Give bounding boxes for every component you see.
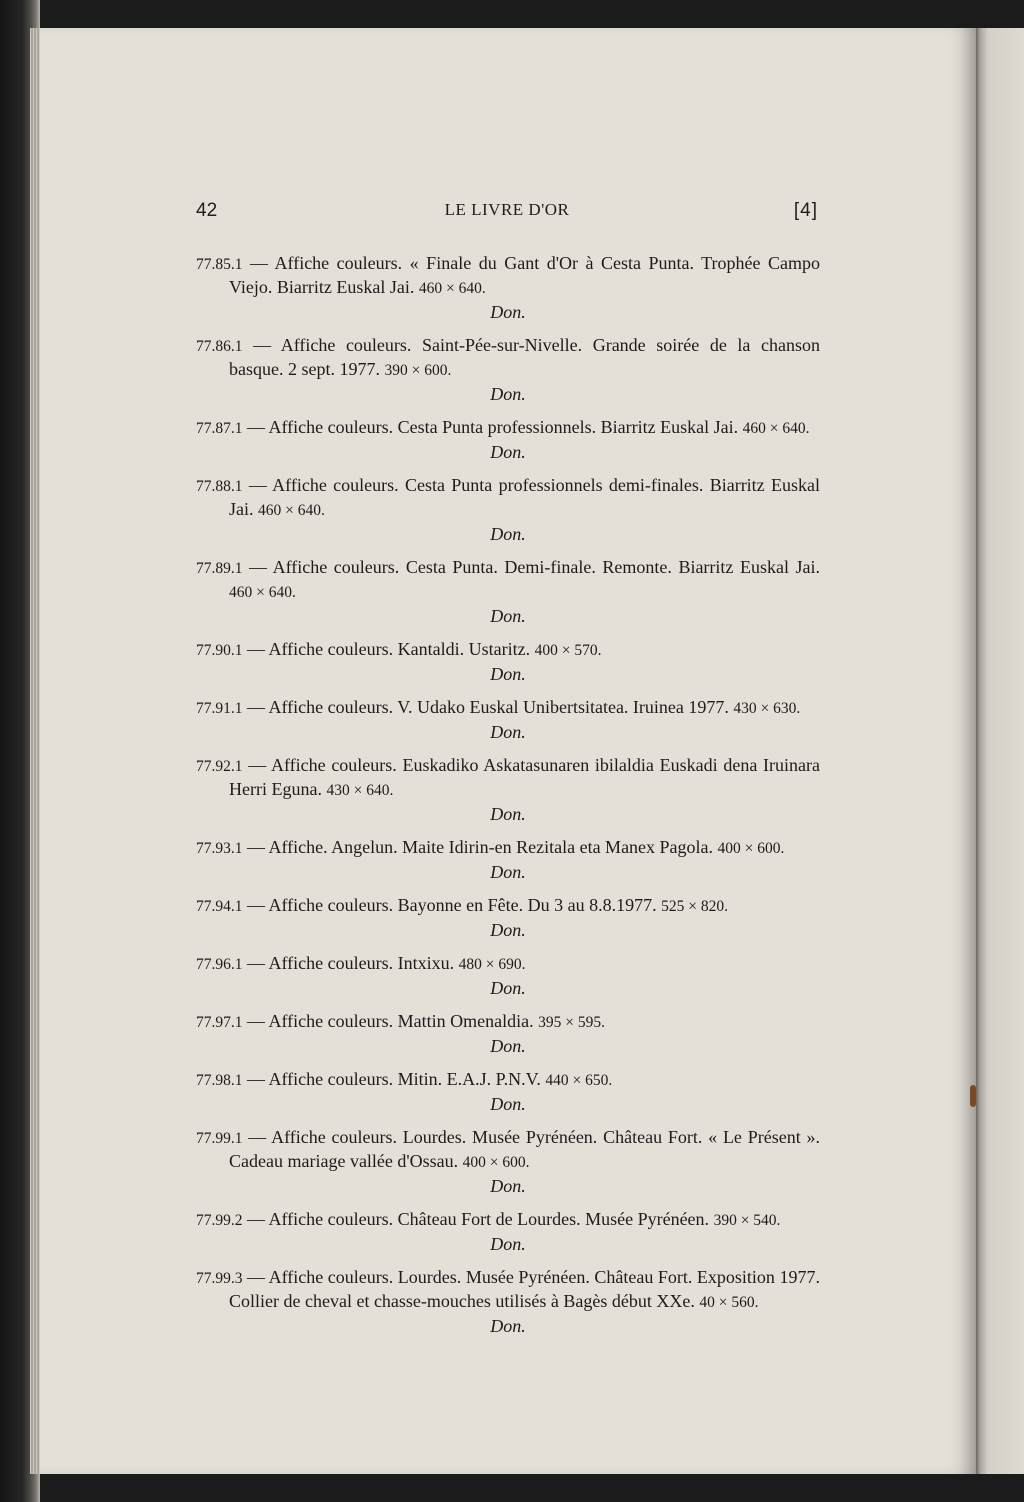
entry-code: 77.87.1	[196, 420, 243, 437]
entry-code: 77.99.1	[196, 1130, 243, 1147]
catalogue-entry: 77.85.1 — Affiche couleurs. « Finale du Gant d'Or à Cesta Punta. Trophée Campo Viejo. Biarritz Euskal Jai. 460 × 640. Don.	[196, 253, 820, 322]
entry-description: Affiche couleurs. Kantaldi. Ustaritz.	[268, 639, 531, 659]
entry-provenance: Don.	[490, 1036, 526, 1056]
entry-provenance: Don.	[490, 978, 526, 998]
catalogue-entry: 77.93.1 — Affiche. Angelun. Maite Idirin-en Rezitala eta Manex Pagola. 400 × 600. Don.	[196, 836, 820, 883]
entry-code: 77.88.1	[196, 478, 243, 495]
entry-dimensions: 430 × 640.	[326, 782, 394, 799]
entry-dimensions: 460 × 640.	[229, 584, 296, 601]
entry-code: 77.90.1	[196, 642, 243, 659]
catalogue-entries	[196, 252, 820, 1337]
catalogue-entry: 77.99.3 — Affiche couleurs. Lourdes. Musée Pyrénéen. Château Fort. Exposition 1977. Collier de cheval et chasse-mouches utilisés à Bagès début XXe. 40 × 560. Don.	[196, 1267, 820, 1336]
catalogue-entry: 77.88.1 — Affiche couleurs. Cesta Punta professionnels demi-finales. Biarritz Euskal Jai. 460 × 640. Don.	[196, 475, 820, 544]
entry-provenance: Don.	[490, 1234, 526, 1254]
entry-provenance: Don.	[490, 606, 526, 626]
entry-code: 77.86.1	[196, 338, 243, 355]
section-number: [4]	[793, 200, 818, 221]
entry-provenance: Don.	[490, 804, 526, 824]
entry-description: Affiche couleurs. « Finale du Gant d'Or à Cesta Punta. Trophée Campo Viejo. Biarritz Euskal Jai.	[229, 253, 820, 297]
entry-description: Affiche couleurs. Cesta Punta professionnels demi-finales. Biarritz Euskal Jai.	[229, 475, 820, 519]
entry-dimensions: 40 × 560.	[699, 1294, 759, 1311]
entry-code: 77.99.2	[196, 1212, 243, 1229]
catalogue-entry: 77.98.1 — Affiche couleurs. Mitin. E.A.J. P.N.V. 440 × 650. Don.	[196, 1068, 820, 1115]
entry-provenance: Don.	[490, 524, 526, 544]
entry-provenance: Don.	[490, 920, 526, 940]
catalogue-entry: 77.91.1 — Affiche couleurs. V. Udako Euskal Unibertsitatea. Iruinea 1977. 430 × 630. Don.	[196, 696, 820, 743]
entry-provenance: Don.	[490, 384, 526, 404]
entry-code: 77.99.3	[196, 1270, 243, 1287]
entry-provenance: Don.	[490, 1316, 526, 1336]
entry-dimensions: 395 × 595.	[538, 1014, 605, 1031]
entry-code: 77.94.1	[196, 898, 243, 915]
catalogue-entry: 77.96.1 — Affiche couleurs. Intxixu. 480 × 690. Don.	[196, 952, 820, 999]
entry-description: Affiche couleurs. Mitin. E.A.J. P.N.V.	[268, 1069, 541, 1089]
entry-provenance: Don.	[490, 722, 526, 742]
entry-dimensions: 430 × 630.	[733, 700, 801, 717]
entry-description: Affiche couleurs. Lourdes. Musée Pyrénéen. Château Fort. « Le Présent ». Cadeau mariage vallée d'Ossau.	[229, 1127, 820, 1171]
entry-description: Affiche couleurs. Mattin Omenaldia.	[268, 1011, 534, 1031]
entry-description: Affiche couleurs. V. Udako Euskal Unibertsitatea. Iruinea 1977.	[268, 697, 729, 717]
entry-provenance: Don.	[490, 1094, 526, 1114]
catalogue-entry: 77.86.1 — Affiche couleurs. Saint-Pée-sur-Nivelle. Grande soirée de la chanson basque. 2 sept. 1977. 390 × 600. Don.	[196, 335, 820, 404]
entry-dimensions: 460 × 640.	[418, 280, 486, 297]
entry-provenance: Don.	[490, 442, 526, 462]
entry-description: Affiche couleurs. Lourdes. Musée Pyrénéen. Château Fort. Exposition 1977. Collier de cheval et chasse-mouches utilisés à Bagès début XXe.	[229, 1267, 820, 1311]
catalogue-entry: 77.90.1 — Affiche couleurs. Kantaldi. Ustaritz. 400 × 570. Don.	[196, 638, 820, 685]
entry-provenance: Don.	[490, 1176, 526, 1196]
entry-code: 77.85.1	[196, 256, 243, 273]
catalogue-entry: 77.89.1 — Affiche couleurs. Cesta Punta. Demi-finale. Remonte. Biarritz Euskal Jai. 460 × 640. Don.	[196, 557, 820, 626]
entry-provenance: Don.	[490, 302, 526, 322]
entry-dimensions: 480 × 690.	[458, 956, 526, 973]
entry-code: 77.97.1	[196, 1014, 243, 1031]
entry-code: 77.96.1	[196, 956, 243, 973]
entry-dimensions: 400 × 570.	[534, 642, 602, 659]
catalogue-entry: 77.87.1 — Affiche couleurs. Cesta Punta professionnels. Biarritz Euskal Jai. 460 × 640. Don.	[196, 416, 820, 463]
entry-dimensions: 440 × 650.	[545, 1072, 613, 1089]
catalogue-entry: 77.94.1 — Affiche couleurs. Bayonne en Fête. Du 3 au 8.8.1977. 525 × 820. Don.	[196, 894, 820, 941]
entry-provenance: Don.	[490, 664, 526, 684]
entry-code: 77.92.1	[196, 758, 243, 775]
catalogue-entry: 77.92.1 — Affiche couleurs. Euskadiko Askatasunaren ibilaldia Euskadi dena Iruinara Herri Eguna. 430 × 640. Don.	[196, 755, 820, 824]
entry-dimensions: 460 × 640.	[258, 502, 325, 519]
page-edge-mark	[970, 1085, 976, 1107]
running-header	[196, 200, 818, 230]
entry-code: 77.93.1	[196, 840, 243, 857]
entry-description: Affiche. Angelun. Maite Idirin-en Rezitala eta Manex Pagola.	[268, 837, 714, 857]
entry-dimensions: 400 × 600.	[717, 840, 785, 857]
entry-provenance: Don.	[490, 862, 526, 882]
catalogue-entry: 77.99.1 — Affiche couleurs. Lourdes. Musée Pyrénéen. Château Fort. « Le Présent ». Cadeau mariage vallée d'Ossau. 400 × 600. Don.	[196, 1127, 820, 1196]
entry-dimensions: 525 × 820.	[661, 898, 728, 915]
entry-dimensions: 400 × 600.	[462, 1154, 530, 1171]
entry-dimensions: 390 × 540.	[713, 1212, 781, 1229]
entry-code: 77.91.1	[196, 700, 243, 717]
entry-description: Affiche couleurs. Bayonne en Fête. Du 3 au 8.8.1977.	[268, 895, 657, 915]
entry-description: Affiche couleurs. Intxixu.	[268, 953, 455, 973]
entry-dimensions: 460 × 640.	[742, 420, 810, 437]
running-title: LE LIVRE D'OR	[444, 200, 570, 219]
entry-description: Affiche couleurs. Château Fort de Lourdes. Musée Pyrénéen.	[268, 1209, 710, 1229]
entry-description: Affiche couleurs. Euskadiko Askatasunaren ibilaldia Euskadi dena Iruinara Herri Eguna.	[229, 755, 820, 799]
entry-dimensions: 390 × 600.	[384, 362, 452, 379]
catalogue-entry: 77.99.2 — Affiche couleurs. Château Fort de Lourdes. Musée Pyrénéen. 390 × 540. Don.	[196, 1208, 820, 1255]
entry-description: Affiche couleurs. Saint-Pée-sur-Nivelle. Grande soirée de la chanson basque. 2 sept. 1977.	[229, 335, 820, 379]
entry-code: 77.89.1	[196, 560, 243, 577]
entry-description: Affiche couleurs. Cesta Punta. Demi-finale. Remonte. Biarritz Euskal Jai.	[272, 557, 820, 577]
catalogue-entry: 77.97.1 — Affiche couleurs. Mattin Omenaldia. 395 × 595. Don.	[196, 1010, 820, 1057]
page-number: 42	[196, 200, 218, 221]
entry-description: Affiche couleurs. Cesta Punta professionnels. Biarritz Euskal Jai.	[268, 417, 739, 437]
entry-code: 77.98.1	[196, 1072, 243, 1089]
next-page-edge	[976, 28, 1024, 1474]
